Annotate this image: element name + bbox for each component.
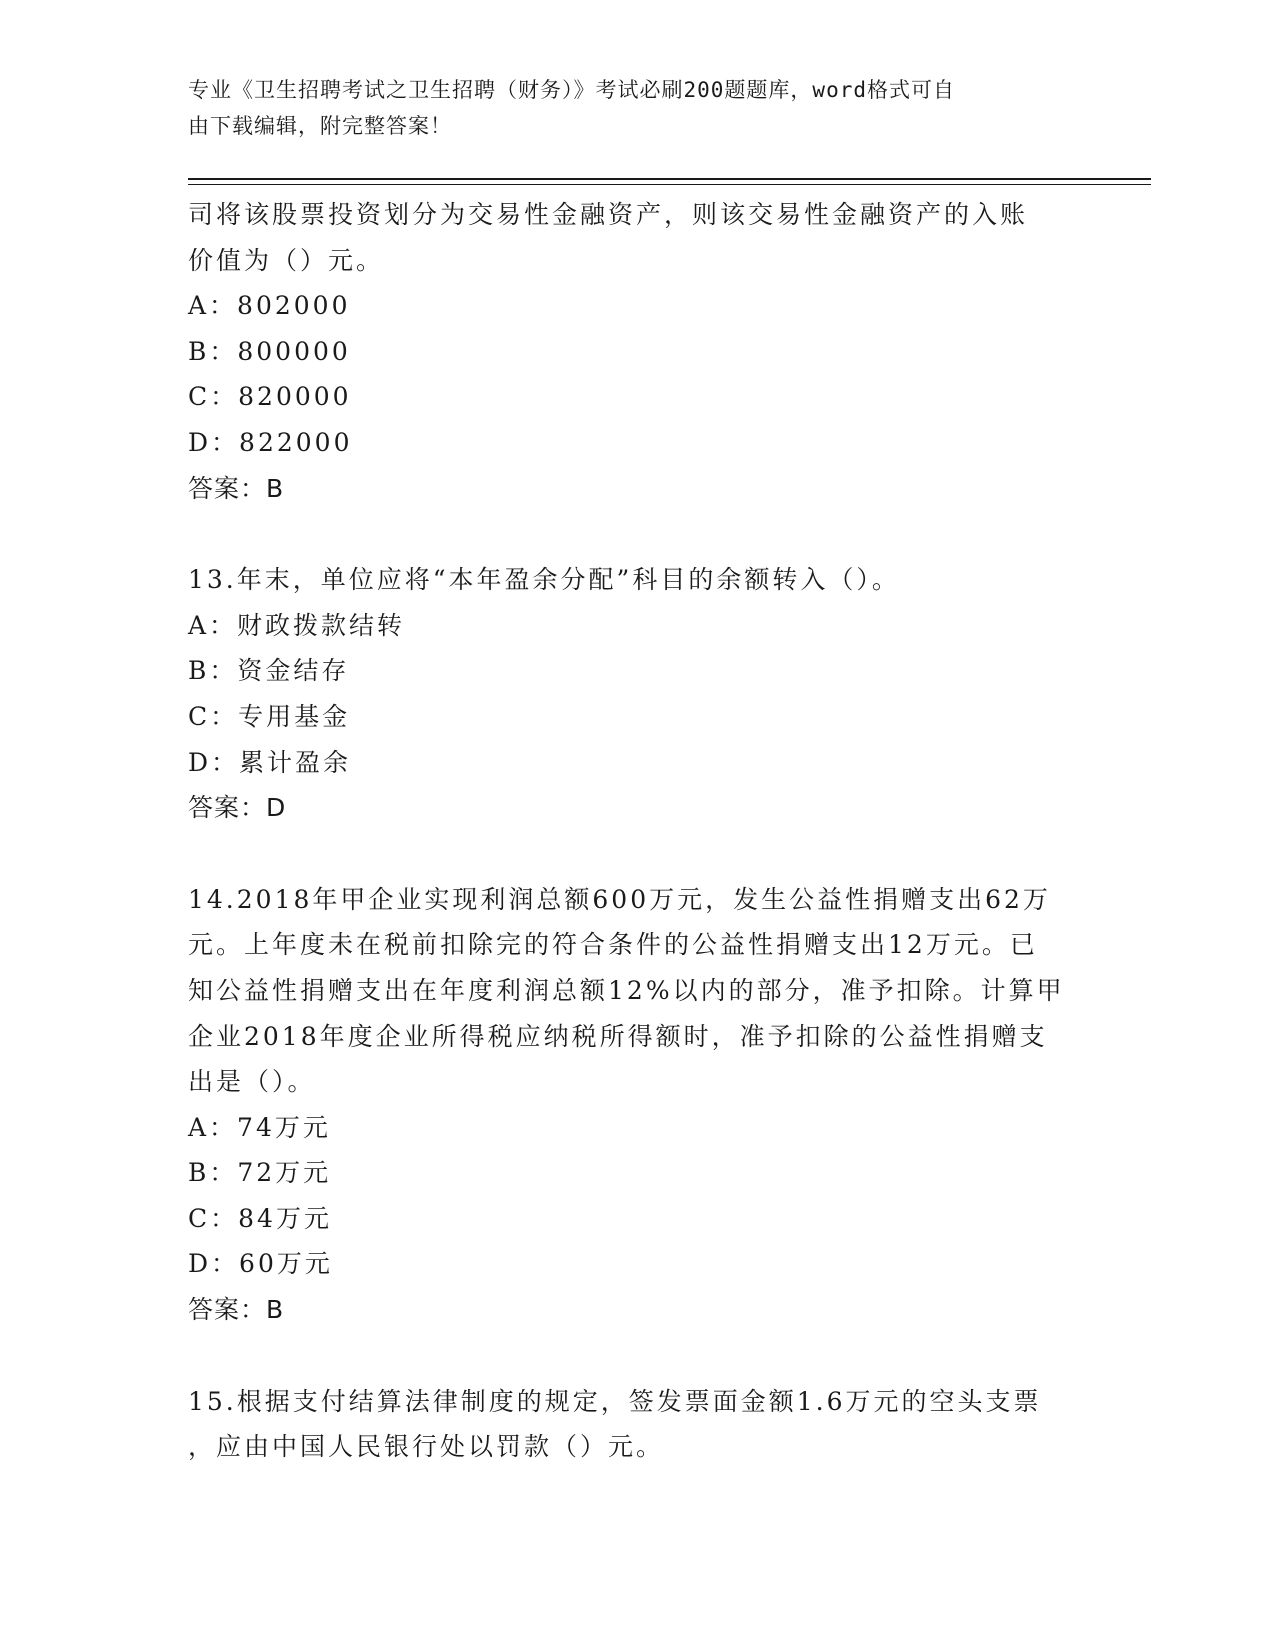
question-spacer (188, 1333, 1088, 1379)
header-title-line-2: 由下载编辑，附完整答案！ (188, 114, 452, 138)
document-header (188, 72, 1068, 144)
header-divider-thin (188, 184, 1151, 185)
question-spacer (188, 511, 1088, 557)
question-stem-line: 价值为（）元。 (188, 245, 385, 275)
question-stem-line: 15.根据支付结算法律制度的规定，签发票面金额1.6万元的空头支票 (188, 1386, 1042, 1416)
option-b: B：800000 (188, 336, 351, 366)
question-stem-line: 出是（）。 (188, 1067, 316, 1097)
option-b: B：资金结存 (188, 656, 350, 686)
question-stem-line: 知公益性捐赠支出在年度利润总额12%以内的部分，准予扣除。计算甲 (188, 975, 1065, 1005)
option-a: A：财政拨款结转 (188, 610, 406, 640)
option-d: D：60万元 (188, 1249, 333, 1279)
option-c: C：84万元 (188, 1203, 332, 1233)
option-d: D：累计盈余 (188, 747, 352, 777)
question-13 (188, 557, 1088, 831)
header-divider-thick (188, 178, 1151, 180)
answer-text: 答案：D (188, 793, 287, 823)
option-d: D：822000 (188, 427, 353, 457)
question-stem-line: 13.年末，单位应将“本年盈余分配”科目的余额转入（）。 (188, 565, 900, 595)
question-list (188, 192, 1088, 1470)
question-15 (188, 1379, 1088, 1470)
question-14 (188, 877, 1088, 1333)
answer-text: 答案：B (188, 473, 285, 503)
option-c: C：专用基金 (188, 701, 351, 731)
question-stem-line: ，应由中国人民银行处以罚款（）元。 (188, 1432, 665, 1462)
header-title-line-1: 专业《卫生招聘考试之卫生招聘（财务）》考试必刷200题题库，word格式可自 (188, 78, 955, 102)
question-stem-line: 企业2018年度企业所得税应纳税所得额时，准予扣除的公益性捐赠支 (188, 1021, 1048, 1051)
question-stem-line: 司将该股票投资划分为交易性金融资产，则该交易性金融资产的入账 (188, 200, 1029, 229)
question-spacer (188, 831, 1088, 877)
option-a: A：802000 (188, 291, 351, 321)
answer-text: 答案：B (188, 1295, 285, 1325)
option-a: A：74万元 (188, 1112, 331, 1142)
question-stem-line: 元。上年度未在税前扣除完的符合条件的公益性捐赠支出12万元。已 (188, 930, 1038, 960)
question-12 (188, 192, 1088, 511)
question-stem-line: 14.2018年甲企业实现利润总额600万元，发生公益性捐赠支出62万 (188, 884, 1051, 914)
option-c: C：820000 (188, 382, 352, 412)
option-b: B：72万元 (188, 1158, 332, 1188)
